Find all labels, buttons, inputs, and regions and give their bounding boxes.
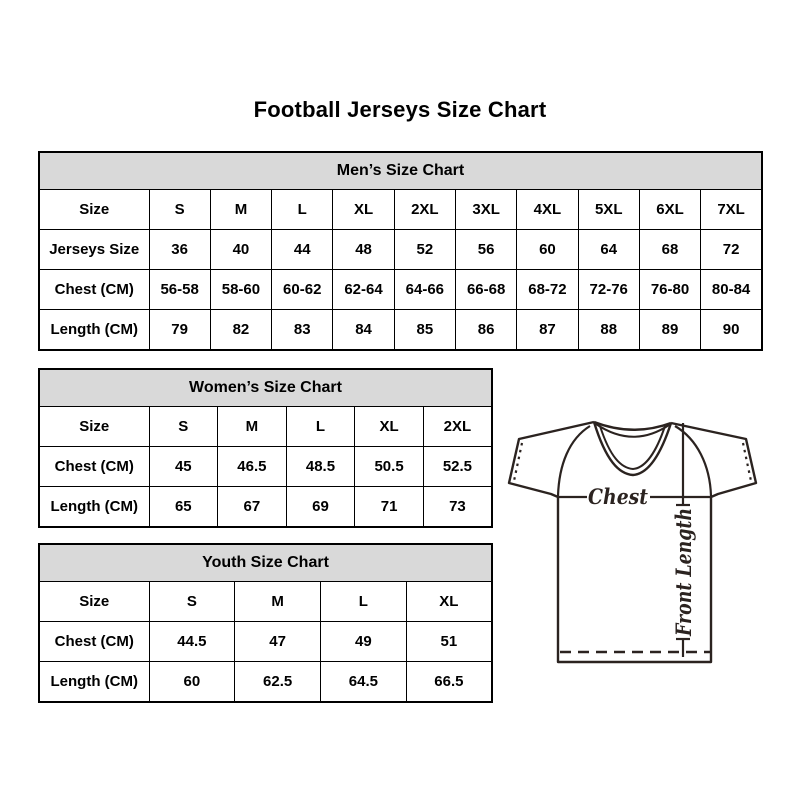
column-header-cell: 4XL — [517, 190, 578, 230]
data-cell: 62.5 — [235, 662, 321, 703]
womens-size-table — [38, 368, 493, 528]
data-cell: 79 — [149, 310, 210, 351]
size-header-cell: Size — [39, 190, 149, 230]
column-header-cell: L — [321, 582, 407, 622]
column-header-cell: L — [286, 407, 355, 447]
column-header-cell: S — [149, 407, 218, 447]
row-label-cell: Jerseys Size — [39, 230, 149, 270]
data-cell: 68 — [639, 230, 700, 270]
data-cell: 48 — [333, 230, 394, 270]
data-cell: 85 — [394, 310, 455, 351]
data-cell: 60 — [517, 230, 578, 270]
data-cell: 47 — [235, 622, 321, 662]
row-label-cell: Length (CM) — [39, 487, 149, 528]
size-header-cell: Size — [39, 582, 149, 622]
table-row — [39, 230, 762, 270]
jersey-measurement-diagram — [503, 416, 765, 670]
column-header-cell: S — [149, 582, 235, 622]
size-header-cell: Size — [39, 407, 149, 447]
column-header-cell: 7XL — [701, 190, 762, 230]
data-cell: 80-84 — [701, 270, 762, 310]
jersey-outline — [509, 422, 756, 662]
data-cell: 49 — [321, 622, 407, 662]
data-cell: 67 — [218, 487, 287, 528]
row-label-cell: Chest (CM) — [39, 447, 149, 487]
column-header-cell: S — [149, 190, 210, 230]
data-cell: 84 — [333, 310, 394, 351]
table-row — [39, 487, 492, 528]
data-cell: 50.5 — [355, 447, 424, 487]
data-cell: 71 — [355, 487, 424, 528]
data-cell: 65 — [149, 487, 218, 528]
data-cell: 69 — [286, 487, 355, 528]
data-cell: 89 — [639, 310, 700, 351]
data-cell: 72-76 — [578, 270, 639, 310]
data-cell: 83 — [272, 310, 333, 351]
right-armhole-seam — [675, 426, 711, 496]
data-cell: 76-80 — [639, 270, 700, 310]
table-row — [39, 622, 492, 662]
front-length-label: Front Length — [671, 481, 696, 636]
column-header-cell: M — [218, 407, 287, 447]
data-cell: 72 — [701, 230, 762, 270]
data-cell: 52 — [394, 230, 455, 270]
column-header-cell: 2XL — [394, 190, 455, 230]
row-label-cell: Length (CM) — [39, 310, 149, 351]
data-cell: 68-72 — [517, 270, 578, 310]
column-header-cell: 2XL — [423, 407, 492, 447]
mens-size-table — [38, 151, 763, 351]
table-row — [39, 447, 492, 487]
data-cell: 48.5 — [286, 447, 355, 487]
data-cell: 86 — [455, 310, 516, 351]
data-cell: 56-58 — [149, 270, 210, 310]
left-armhole-seam — [558, 426, 590, 496]
data-cell: 66-68 — [455, 270, 516, 310]
column-header-cell: XL — [333, 190, 394, 230]
data-cell: 58-60 — [210, 270, 271, 310]
data-cell: 40 — [210, 230, 271, 270]
row-label-cell: Chest (CM) — [39, 270, 149, 310]
column-header-cell: M — [235, 582, 321, 622]
youth-size-table — [38, 543, 493, 703]
page-title: Football Jerseys Size Chart — [253, 97, 547, 122]
table-title: Youth Size Chart — [39, 544, 492, 582]
data-cell: 46.5 — [218, 447, 287, 487]
data-cell: 60 — [149, 662, 235, 703]
data-cell: 82 — [210, 310, 271, 351]
column-header-cell: XL — [355, 407, 424, 447]
column-header-cell: XL — [406, 582, 492, 622]
data-cell: 64-66 — [394, 270, 455, 310]
table-row — [39, 662, 492, 703]
data-cell: 62-64 — [333, 270, 394, 310]
data-cell: 44.5 — [149, 622, 235, 662]
row-label-cell: Chest (CM) — [39, 622, 149, 662]
table-title: Men’s Size Chart — [39, 152, 762, 190]
column-header-cell: M — [210, 190, 271, 230]
data-cell: 36 — [149, 230, 210, 270]
table-row — [39, 310, 762, 351]
column-header-cell: L — [272, 190, 333, 230]
table-title: Women’s Size Chart — [39, 369, 492, 407]
data-cell: 60-62 — [272, 270, 333, 310]
row-label-cell: Length (CM) — [39, 662, 149, 703]
data-cell: 52.5 — [423, 447, 492, 487]
data-cell: 88 — [578, 310, 639, 351]
column-header-cell: 6XL — [639, 190, 700, 230]
data-cell: 66.5 — [406, 662, 492, 703]
chest-label: Chest — [588, 484, 649, 509]
column-header-cell: 3XL — [455, 190, 516, 230]
data-cell: 64 — [578, 230, 639, 270]
data-cell: 73 — [423, 487, 492, 528]
data-cell: 51 — [406, 622, 492, 662]
data-cell: 44 — [272, 230, 333, 270]
data-cell: 90 — [701, 310, 762, 351]
table-row — [39, 270, 762, 310]
data-cell: 56 — [455, 230, 516, 270]
data-cell: 64.5 — [321, 662, 407, 703]
column-header-cell: 5XL — [578, 190, 639, 230]
data-cell: 87 — [517, 310, 578, 351]
data-cell: 45 — [149, 447, 218, 487]
